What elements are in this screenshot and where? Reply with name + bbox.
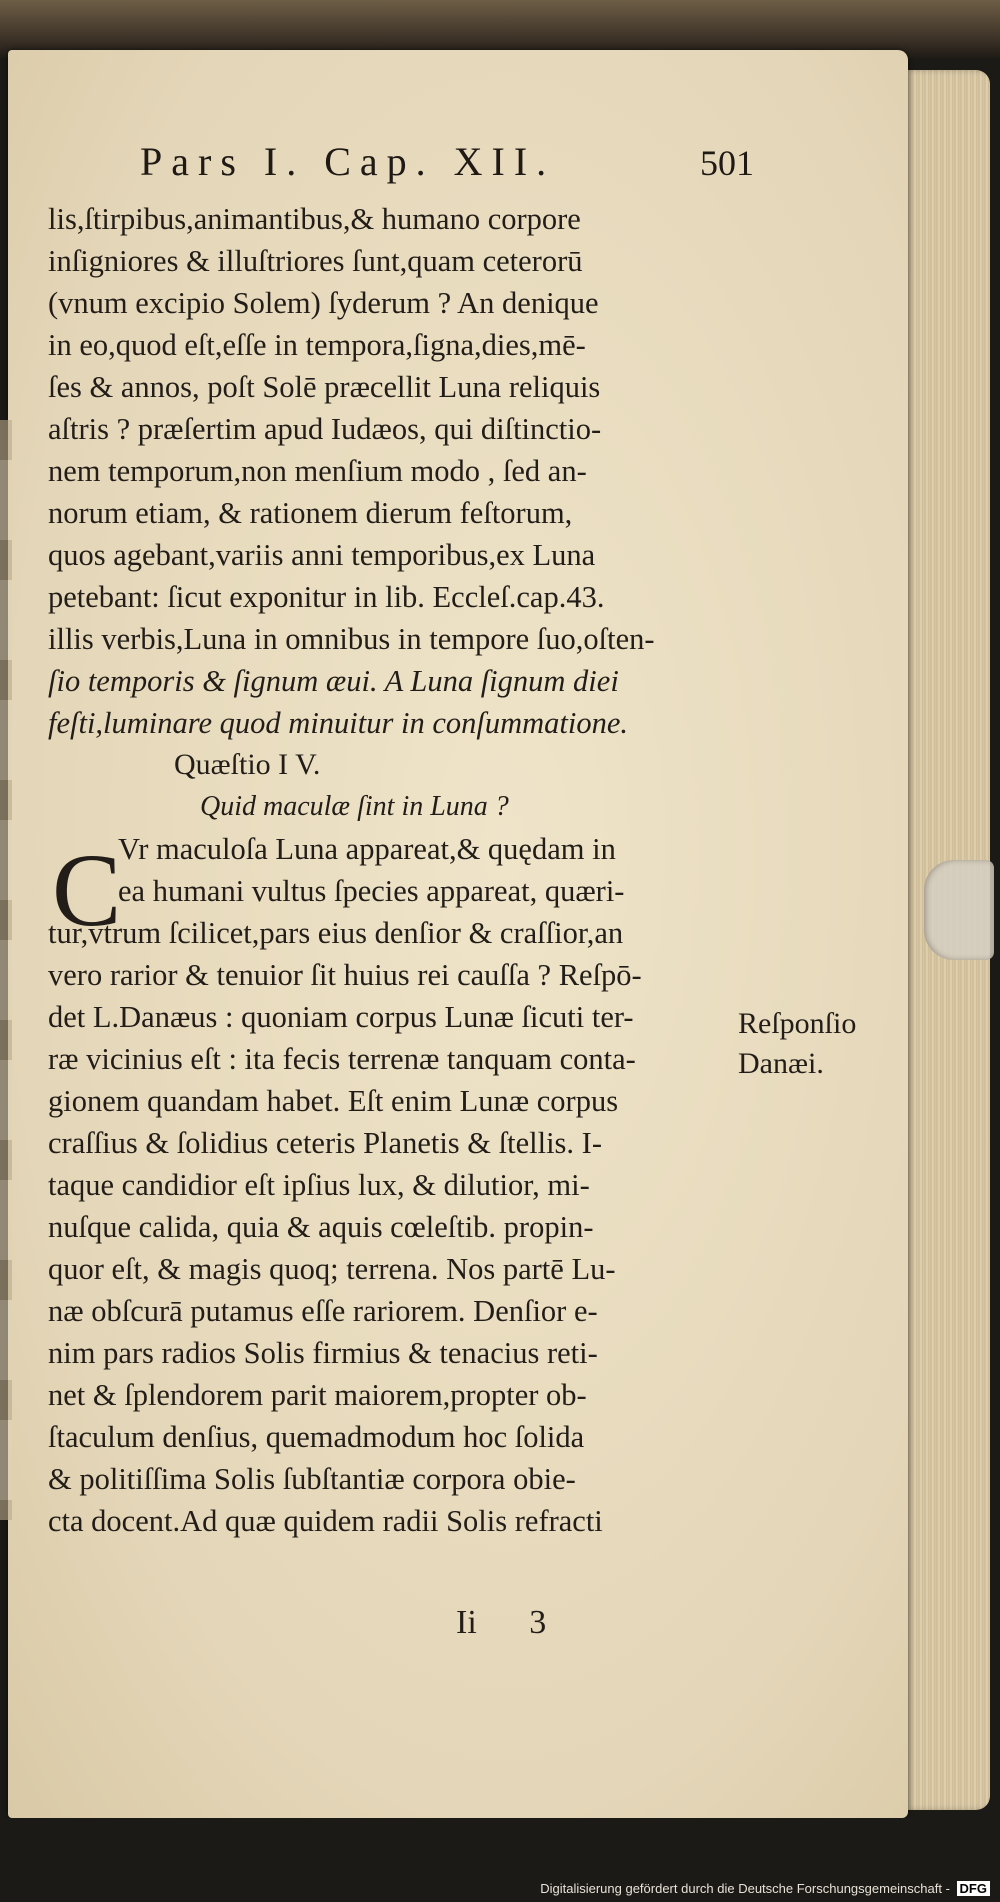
dfg-logo: DFG (957, 1881, 990, 1896)
text-line: ſes & annos, poſt Solē præcellit Luna reliquis (48, 370, 601, 404)
left-binding-edge (0, 420, 12, 1520)
text-line: quos agebant,variis anni temporibus,ex Luna (48, 538, 596, 572)
credit-text: Digitalisierung gefördert durch die Deutsche Forschungsgemeinschaft - (540, 1881, 950, 1896)
main-text (48, 198, 724, 1542)
margin-note (738, 1004, 856, 1084)
text-line: inſigniores & illuſtriores ſunt,quam ceterorū (48, 244, 583, 278)
text-line: taque candidior eſt ipſius lux, & dilutior, mi- (48, 1168, 590, 1202)
text-line: gionem quandam habet. Eſt enim Lunæ corpus (48, 1084, 619, 1118)
text-line: (vnum excipio Solem) ſyderum ? An denique (48, 286, 599, 320)
drop-cap: C (52, 833, 122, 948)
text-line: norum etiam, & rationem dierum feſtorum, (48, 496, 573, 530)
text-line: tur,vtrum ſcilicet,pars eius denſior & craſſior,an (48, 916, 624, 950)
signature-mark (456, 1604, 590, 1642)
text-line: illis verbis,Luna in omnibus in tempore ſuo,oſten- (48, 622, 655, 656)
signature-letters: Ii (456, 1604, 477, 1641)
text-line: craſſius & ſolidius ceteris Planetis & ſtellis. I- (48, 1126, 602, 1160)
text-line: net & ſplendorem parit maiorem,propter ob- (48, 1378, 587, 1412)
text-line: lis,ſtirpibus,animantibus,& humano corpore (48, 202, 581, 236)
text-line: næ obſcurā putamus eſſe rariorem. Denſior e- (48, 1294, 598, 1328)
text-line: quor eſt, & magis quoq; terrena. Nos partē Lu- (48, 1252, 616, 1286)
margin-note-line: Danæi. (738, 1047, 824, 1080)
book-clip (924, 860, 994, 960)
text-line: feſti,luminare quod minuitur in conſummatione. (48, 706, 629, 740)
question-subheading: Quid maculæ ſint in Luna ? (200, 791, 509, 822)
text-line: Vr maculoſa Luna appareat,& quędam in (118, 832, 616, 866)
text-line: petebant: ſicut exponitur in lib. Eccleſ.cap.43. (48, 580, 605, 614)
question-heading: Quæſtio I V. (174, 748, 321, 781)
signature-number: 3 (529, 1604, 547, 1641)
text-line: vero rarior & tenuior ſit huius rei cauſſa ? Reſpō- (48, 958, 642, 992)
margin-note-line: Reſponſio (738, 1007, 857, 1040)
text-line: ſtaculum denſius, quemadmodum hoc ſolida (48, 1420, 585, 1454)
text-line: cta docent.Ad quæ quidem radii Solis refracti (48, 1504, 603, 1538)
text-line: in eo,quod eſt,eſſe in tempora,ſigna,dies,mē- (48, 328, 586, 362)
running-head (134, 138, 754, 184)
text-line: det L.Danæus : quoniam corpus Lunæ ſicuti ter- (48, 1000, 634, 1034)
text-line: ræ vicinius eſt : ita fecis terrenæ tanquam conta- (48, 1042, 636, 1076)
text-line: nim pars radios Solis firmius & tenacius reti- (48, 1336, 598, 1370)
text-line: ea humani vultus ſpecies appareat, quæri- (118, 874, 625, 908)
text-line: ſio temporis & ſignum æui. A Luna ſignum diei (48, 664, 619, 698)
text-line: aſtris ? præſertim apud Iudæos, qui diſtinctio- (48, 412, 602, 446)
text-line: & politiſſima Solis ſubſtantiæ corpora obie- (48, 1462, 576, 1496)
folio-number: 501 (700, 143, 754, 183)
text-line: nuſque calida, quia & aquis cœleſtib. propin- (48, 1210, 594, 1244)
digitization-credit (536, 1879, 994, 1898)
text-line: nem temporum,non menſium modo , ſed an- (48, 454, 587, 488)
running-head-title: Pars I. Cap. XII. (140, 139, 556, 184)
